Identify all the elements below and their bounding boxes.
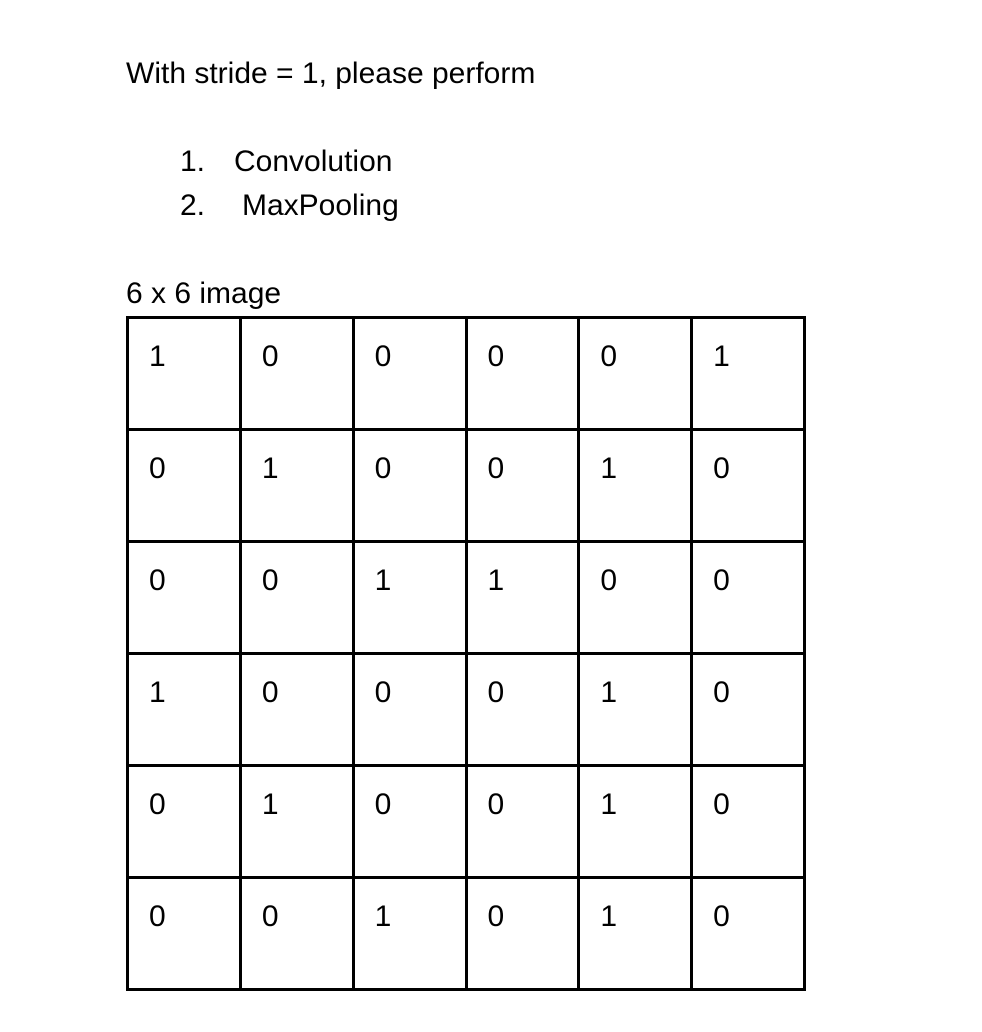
matrix-cell <box>693 319 806 431</box>
matrix-cell <box>693 767 806 879</box>
matrix-cell-value: 0 <box>713 452 730 485</box>
matrix-cell-value: 1 <box>374 564 392 597</box>
image-label: 6 x 6 image <box>126 277 282 310</box>
matrix-cell-value: 0 <box>487 900 505 933</box>
matrix-cell <box>355 767 468 879</box>
matrix-cell-value: 0 <box>713 788 730 821</box>
matrix-cell-value: 0 <box>261 564 279 597</box>
matrix-cell-value: 1 <box>149 676 166 709</box>
matrix-cell <box>580 767 693 879</box>
matrix-cell <box>129 655 242 767</box>
task-list <box>180 144 399 232</box>
matrix-cell <box>355 431 468 543</box>
matrix-cell-value: 0 <box>374 452 392 485</box>
matrix-cell-value: 1 <box>713 340 730 373</box>
matrix-cell-value: 1 <box>600 900 618 933</box>
task-number: 1. <box>180 145 206 178</box>
matrix-cell-value: 0 <box>713 900 730 933</box>
matrix-cell-value: 0 <box>261 900 279 933</box>
matrix-cell <box>693 655 806 767</box>
matrix-cell <box>129 767 242 879</box>
matrix-cell <box>242 319 355 431</box>
matrix-cell <box>355 319 468 431</box>
matrix-cell <box>468 879 581 991</box>
matrix-cell-value: 0 <box>374 340 392 373</box>
matrix-cell <box>355 543 468 655</box>
matrix-cell-value: 0 <box>487 452 505 485</box>
matrix-cell-value: 0 <box>600 564 618 597</box>
matrix-cell <box>242 655 355 767</box>
matrix-cell <box>468 319 581 431</box>
matrix-cell-value: 0 <box>149 900 166 933</box>
matrix-cell-value: 1 <box>487 564 505 597</box>
matrix-cell <box>468 767 581 879</box>
matrix-cell-value: 0 <box>487 788 505 821</box>
matrix-cell <box>129 543 242 655</box>
matrix-cell <box>242 431 355 543</box>
matrix-cell <box>242 879 355 991</box>
matrix-cell-value: 0 <box>149 564 166 597</box>
matrix-cell <box>693 431 806 543</box>
matrix-cell <box>693 879 806 991</box>
matrix-cell-value: 1 <box>261 452 279 485</box>
matrix-cell <box>580 655 693 767</box>
matrix-cell <box>580 879 693 991</box>
matrix-cell-value: 1 <box>261 788 279 821</box>
matrix-cell-value: 1 <box>600 452 618 485</box>
instruction-text: With stride = 1, please perform <box>126 57 536 90</box>
matrix-cell <box>468 655 581 767</box>
matrix-cell <box>355 879 468 991</box>
matrix-cell <box>355 655 468 767</box>
task-item-convolution <box>180 144 399 188</box>
task-number: 2. <box>180 189 206 222</box>
matrix-cell <box>693 543 806 655</box>
matrix-cell-value: 0 <box>487 340 505 373</box>
matrix-cell <box>242 543 355 655</box>
matrix-cell-value: 0 <box>374 676 392 709</box>
matrix-cell-value: 0 <box>713 564 730 597</box>
matrix-cell-value: 1 <box>374 900 392 933</box>
matrix-cell-value: 0 <box>149 788 166 821</box>
matrix-cell <box>129 319 242 431</box>
matrix-cell-value: 0 <box>374 788 392 821</box>
matrix-cell-value: 0 <box>261 676 279 709</box>
matrix-cell <box>580 431 693 543</box>
task-label: MaxPooling <box>242 189 399 222</box>
matrix-cell <box>242 767 355 879</box>
matrix-cell <box>468 431 581 543</box>
task-item-maxpooling <box>180 188 399 232</box>
matrix-cell <box>580 543 693 655</box>
task-label: Convolution <box>234 145 393 178</box>
matrix-cell <box>129 431 242 543</box>
matrix-cell <box>468 543 581 655</box>
matrix-cell-value: 1 <box>600 788 618 821</box>
image-matrix-grid <box>126 316 806 991</box>
matrix-cell-value: 0 <box>600 340 618 373</box>
matrix-cell-value: 1 <box>149 340 166 373</box>
matrix-cell-value: 0 <box>487 676 505 709</box>
matrix-cell-value: 0 <box>713 676 730 709</box>
matrix-cell <box>129 879 242 991</box>
matrix-cell-value: 1 <box>600 676 618 709</box>
matrix-cell-value: 0 <box>261 340 279 373</box>
matrix-cell-value: 0 <box>149 452 166 485</box>
matrix-cell <box>580 319 693 431</box>
